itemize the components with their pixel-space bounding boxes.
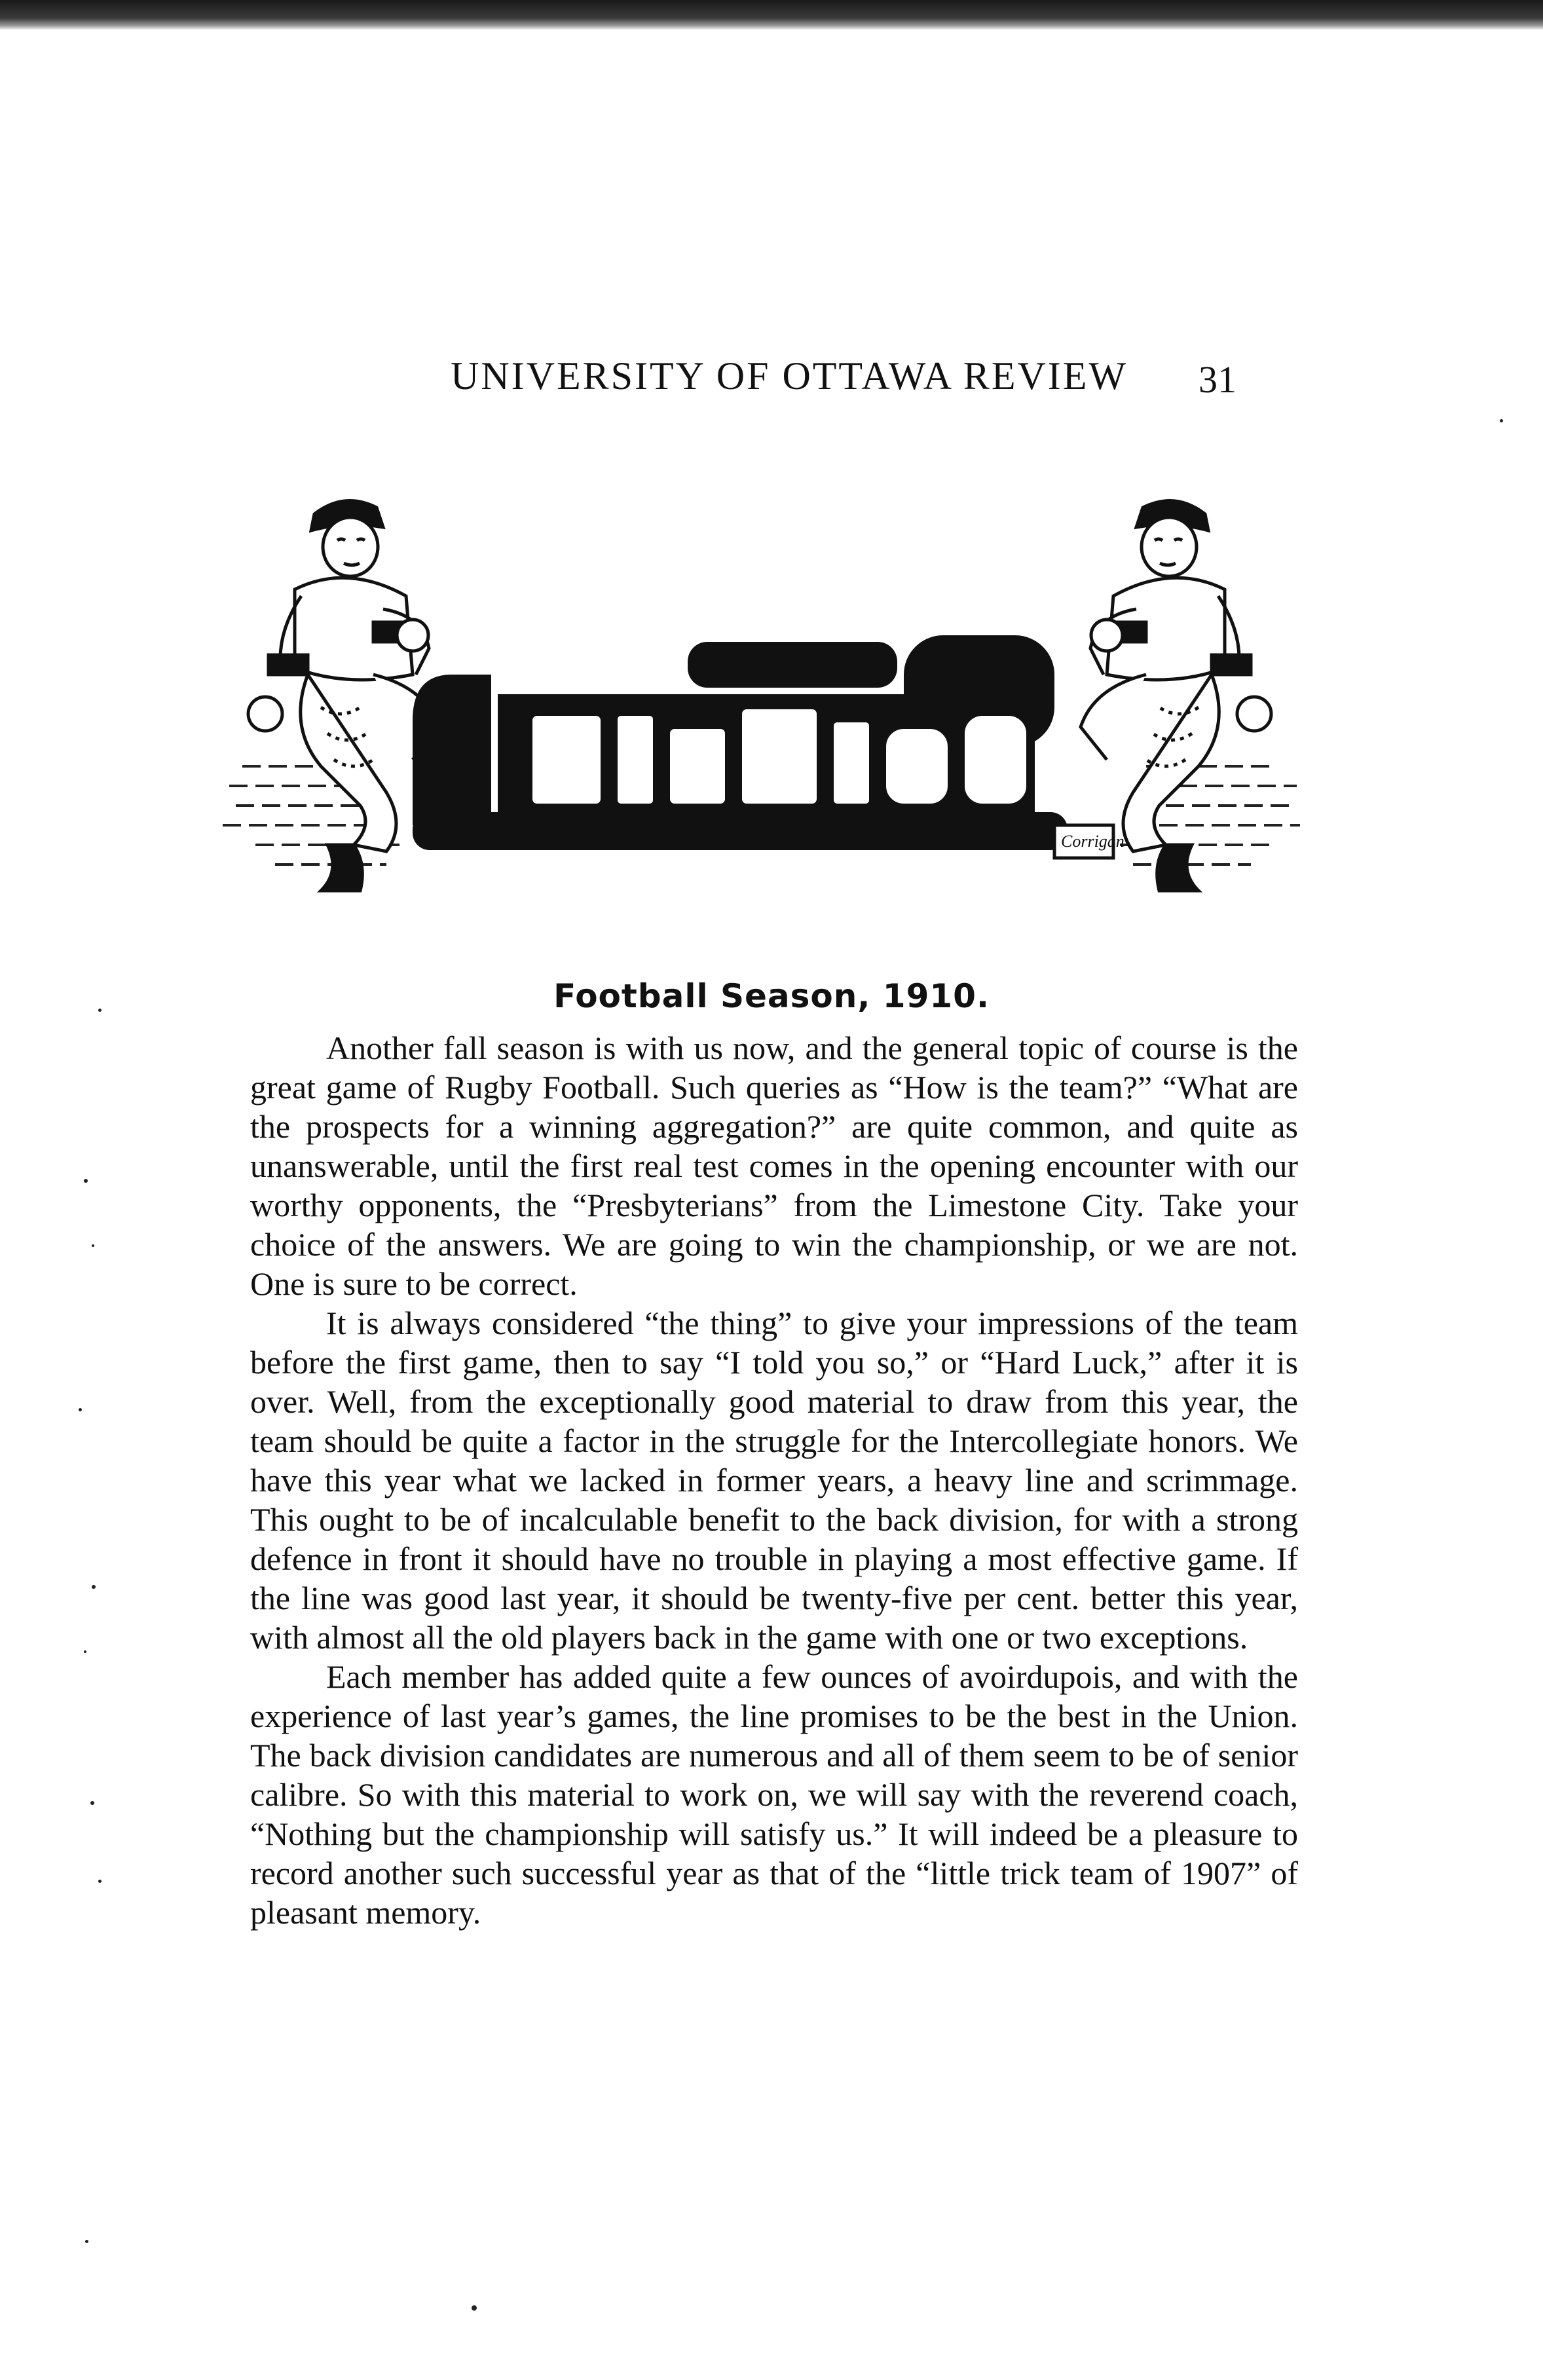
article-paragraph: Each member has added quite a few ounces of avoirdupois, and with the experience of last year’s games, the line promises to be the best in the Union. The back division candidates are numerous and all of them seem to be of senior calibre. So with this material to work on, we will say with the reverend coach, “Nothing but the championship will satisfy us.” It will indeed be a pleasure to record another such successful year as that of the “little trick team of 1907” of pleasant memory. xyxy=(250,1658,1298,1931)
left-player-figure xyxy=(248,501,439,891)
article-title: Football Season, 1910. xyxy=(553,976,990,1015)
athletics-banner-illustration xyxy=(216,458,1303,917)
artist-signature: Corrigan xyxy=(1061,832,1125,851)
article-body xyxy=(250,1028,1298,1932)
article-paragraph: Another fall season is with us now, and the general topic of course is the great game of Rugby Football. Such queries as “How is the team?” “What are the prospects for a winning aggregation?” are quite common, and quite as unanswerable, until the first real test comes in the opening encounter with our worthy opponents, the “Presbyterians” from the Limestone City. Take your choice of the answers. We are going to win the championship, or we are not. One is sure to be correct. xyxy=(250,1030,1298,1302)
athletics-banner-svg xyxy=(216,458,1303,917)
scan-edge xyxy=(0,0,1543,30)
page-number: 31 xyxy=(1199,358,1236,401)
article-paragraph: It is always considered “the thing” to give your impressions of the team before the first game, then to say “I told you so,” or “Hard Luck,” after it is over. Well, from the exceptionally good material to draw from this year, the team should be quite a factor in the struggle for the Intercollegiate honors. We have this year what we lacked in former years, a heavy line and scrimmage. This ought to be of incalculable benefit to the back division, for with a strong defence in front it should have no trouble in playing a most effective game. If the line was good last year, it should be twenty-five per cent. better this year, with almost all the old players back in the game with one or two exceptions. xyxy=(250,1305,1298,1656)
journal-title: UNIVERSITY OF OTTAWA REVIEW xyxy=(451,354,1128,398)
athletics-lettering xyxy=(413,635,1125,885)
running-head xyxy=(0,354,1543,413)
